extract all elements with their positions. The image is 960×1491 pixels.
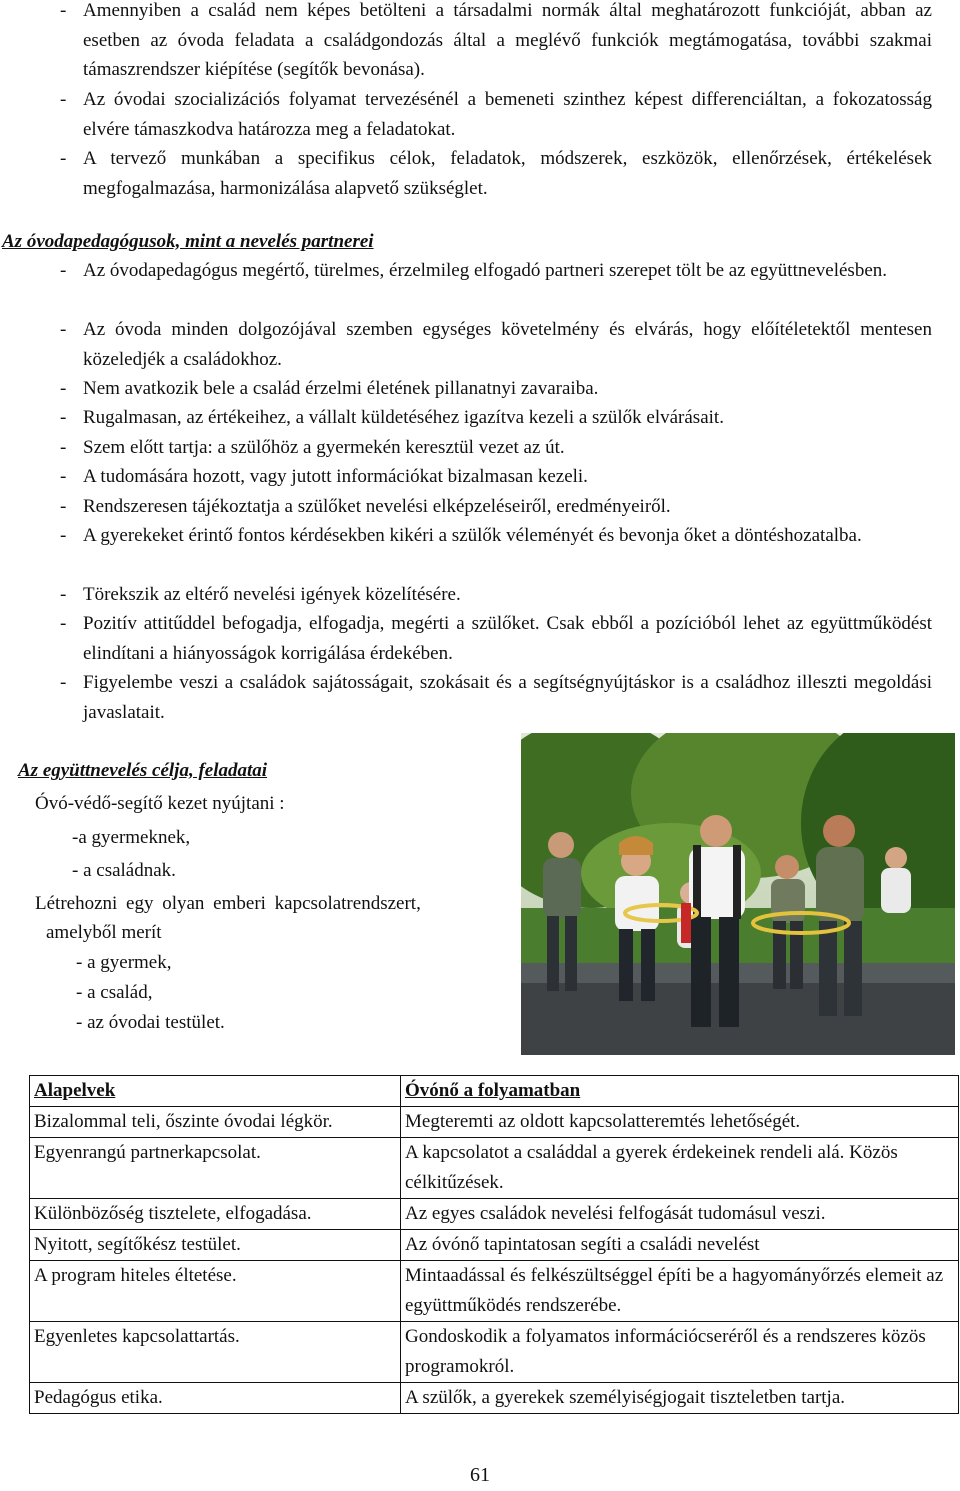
goals-line: Létrehozni egy olyan emberi kapcsolatrendszert, bbox=[35, 893, 421, 914]
partner-bullet: - Pozitív attitűddel befogadja, elfogadja, megérti a szülőket. Csak ebből a pozícióból lehet az együttműködést elindítani a hiányosságok korrigálása érdekében. bbox=[60, 613, 932, 664]
bullet-1 bbox=[60, 0, 932, 85]
table-cell: A program hiteles éltetése. bbox=[30, 1261, 401, 1322]
bullet-dash: - bbox=[60, 89, 67, 110]
table-cell: Az óvónő tapintatosan segíti a családi nevelést bbox=[401, 1230, 959, 1261]
table-row bbox=[30, 1107, 959, 1138]
bullet-dash: - bbox=[60, 0, 67, 21]
partner-bullet: - Szem előtt tartja: a szülőhöz a gyermekén keresztül vezet az út. bbox=[60, 437, 565, 458]
bullet-2 bbox=[60, 85, 932, 144]
goals-heading: Az együttnevelés célja, feladatai bbox=[18, 760, 268, 781]
principles-table bbox=[29, 1075, 959, 1414]
bullet-3 bbox=[60, 144, 932, 203]
goals-line: Óvó-védő-segítő kezet nyújtani : bbox=[35, 793, 285, 814]
bullet-dash: - bbox=[60, 148, 67, 169]
goals-line: -a gyermeknek, bbox=[72, 827, 191, 848]
table-cell: Pedagógus etika. bbox=[30, 1383, 401, 1414]
page-number: 61 bbox=[470, 1464, 490, 1486]
partner-bullet: - Figyelembe veszi a családok sajátosságait, szokásait és a segítségnyújtáskor is a családhoz illeszti megoldási javaslatait. bbox=[60, 672, 932, 723]
goals-line: - a gyermek, bbox=[76, 952, 172, 973]
goals-line: - a családnak. bbox=[72, 860, 176, 881]
photo-illustration bbox=[521, 733, 955, 1055]
table-cell: Megteremti az oldott kapcsolatteremtés lehetőségét. bbox=[401, 1107, 959, 1138]
bullet-text: Amennyiben a család nem képes betölteni a társadalmi normák által meghatározott funkcióját, abban az esetben az óvoda feladata a családgondozás által a meglévő funkciók megtámogatása, további szakmai támaszrendszer kiépítése (segítők bevonása). bbox=[83, 0, 932, 80]
partners-heading: Az óvodapedagógusok, mint a nevelés partnerei bbox=[2, 231, 374, 252]
table-cell: Különbözőség tisztelete, elfogadása. bbox=[30, 1199, 401, 1230]
table-row bbox=[30, 1261, 959, 1322]
partner-bullet: - Az óvoda minden dolgozójával szemben egységes követelmény és elvárás, hogy előítéletektől mentesen közeledjék a családokhoz. bbox=[60, 319, 932, 370]
table-cell: Mintaadással és felkészültséggel építi be a hagyományőrzés elemeit az együttműködés rendszerébe. bbox=[401, 1261, 959, 1322]
partner-bullet: - A gyerekeket érintő fontos kérdésekben kikéri a szülők véleményét és bevonja őket a döntéshozatalba. bbox=[60, 525, 862, 546]
table-cell: Bizalommal teli, őszinte óvodai légkör. bbox=[30, 1107, 401, 1138]
table-cell: A kapcsolatot a családdal a gyerek érdekeinek rendeli alá. Közös célkitűzések. bbox=[401, 1138, 959, 1199]
table-cell: Gondoskodik a folyamatos információcseréről és a rendszeres közös programokról. bbox=[401, 1322, 959, 1383]
table-header-cell: Alapelvek bbox=[30, 1076, 401, 1107]
goals-line: - a család, bbox=[76, 982, 153, 1003]
table-row bbox=[30, 1230, 959, 1261]
table-header-cell: Óvónő a folyamatban bbox=[401, 1076, 959, 1107]
outdoor-activity-photo bbox=[521, 733, 955, 1055]
partner-bullet: - Rugalmasan, az értékeihez, a vállalt küldetéséhez igazítva kezeli a szülők elvárásait. bbox=[60, 407, 724, 428]
partner-bullet: - A tudomására hozott, vagy jutott információkat bizalmasan kezeli. bbox=[60, 466, 588, 487]
table-cell: Az egyes családok nevelési felfogását tudomásul veszi. bbox=[401, 1199, 959, 1230]
partner-bullet: - Törekszik az eltérő nevelési igények közelítésére. bbox=[60, 584, 461, 605]
table-header-row bbox=[30, 1076, 959, 1107]
table-row bbox=[30, 1199, 959, 1230]
table-cell: Egyenrangú partnerkapcsolat. bbox=[30, 1138, 401, 1199]
table-row bbox=[30, 1383, 959, 1414]
partner-bullet: - Az óvodapedagógus megértő, türelmes, érzelmileg elfogadó partneri szerepet tölt be az együttnevelésben. bbox=[60, 260, 888, 281]
goals-line: - az óvodai testület. bbox=[76, 1012, 225, 1033]
table-row bbox=[30, 1138, 959, 1199]
table-cell: A szülők, a gyerekek személyiségjogait tiszteletben tartja. bbox=[401, 1383, 959, 1414]
table-cell: Egyenletes kapcsolattartás. bbox=[30, 1322, 401, 1383]
table-row bbox=[30, 1322, 959, 1383]
table-cell: Nyitott, segítőkész testület. bbox=[30, 1230, 401, 1261]
goals-line: amelyből merít bbox=[46, 922, 162, 943]
partner-bullet: - Nem avatkozik bele a család érzelmi életének pillanatnyi zavaraiba. bbox=[60, 378, 599, 399]
bullet-text: A tervező munkában a specifikus célok, feladatok, módszerek, eszközök, ellenőrzések, értékelések megfogalmazása, harmonizálása alapvető szükséglet. bbox=[83, 148, 932, 199]
partner-bullet: - Rendszeresen tájékoztatja a szülőket nevelési elképzeléseiről, eredményeiről. bbox=[60, 496, 671, 517]
bullet-text: Az óvodai szocializációs folyamat tervezésénél a bemeneti szinthez képest differenciáltan, a fokozatosság elvére támaszkodva határozza meg a feladatokat. bbox=[83, 89, 932, 140]
